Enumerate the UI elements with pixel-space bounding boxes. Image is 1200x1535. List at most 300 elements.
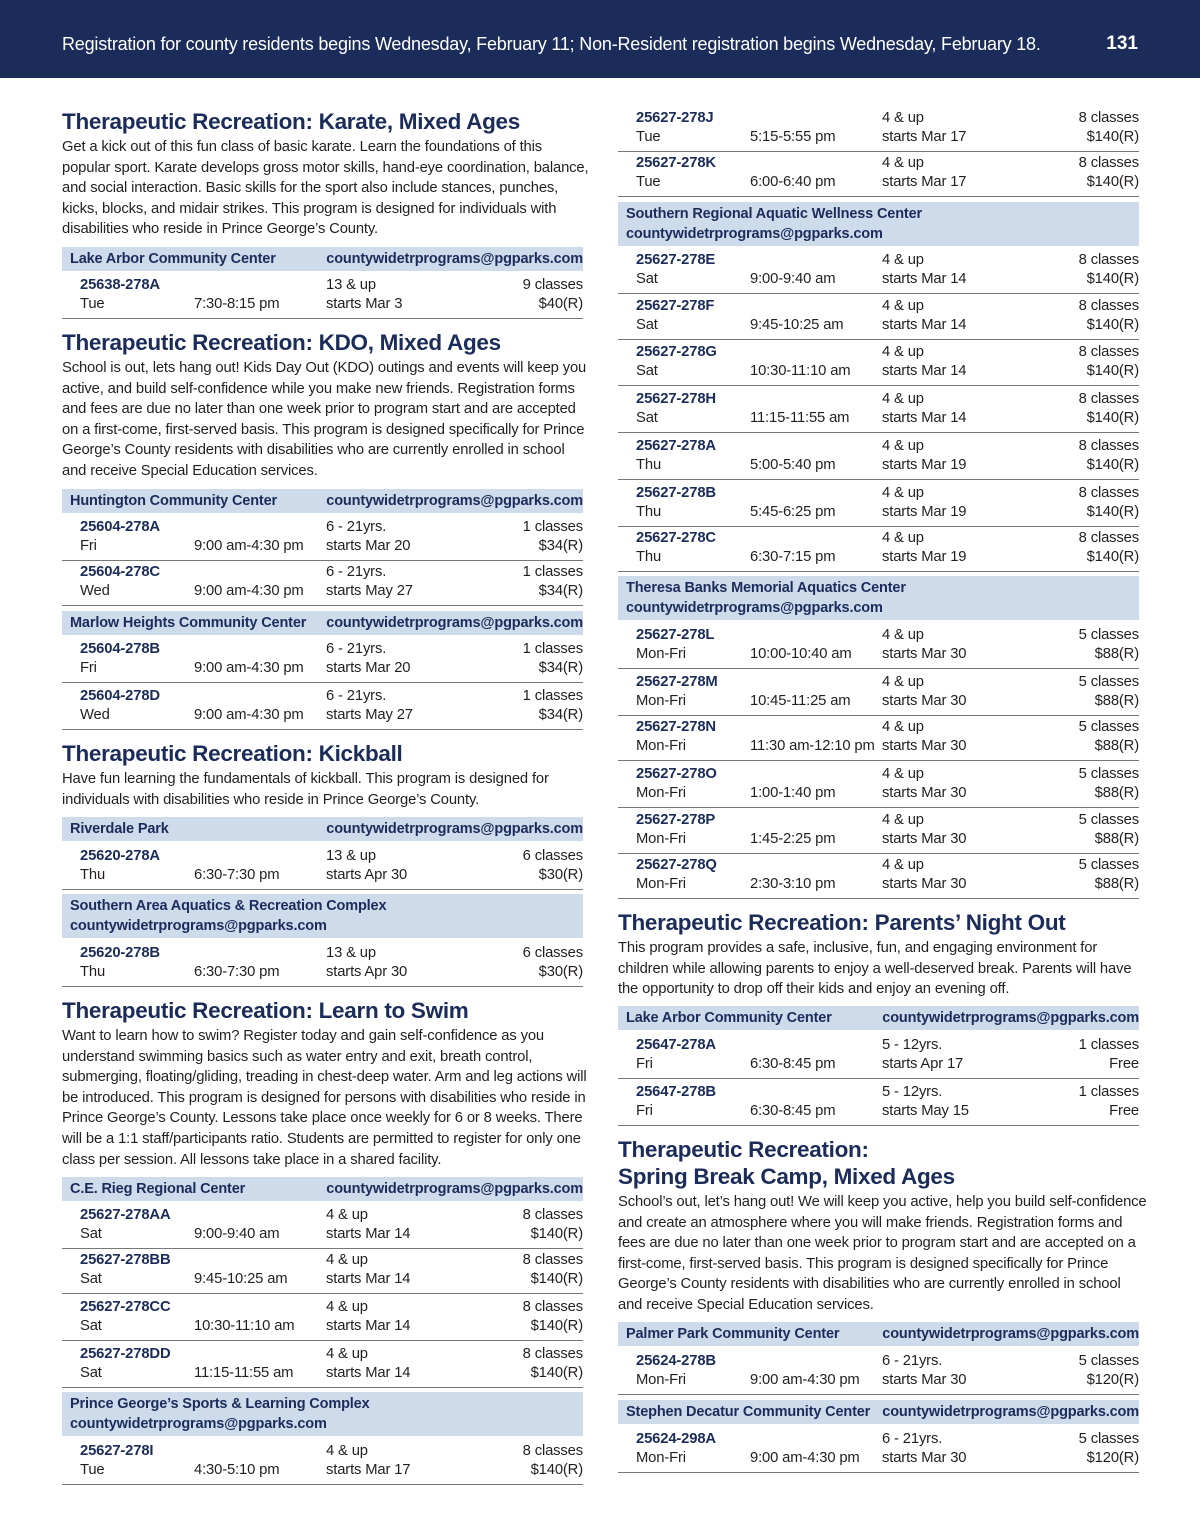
location-email-link[interactable]: countywidetrprograms@pgparks.com	[70, 918, 327, 934]
location-name: Stephen Decatur Community Center	[626, 1404, 871, 1420]
class-age: 4 & up	[882, 857, 924, 873]
class-age: 6 - 21yrs.	[326, 688, 387, 704]
class-day: Thu	[80, 867, 106, 883]
class-count: 5 classes	[1078, 1431, 1139, 1447]
class-code: 25620-278A	[80, 848, 160, 864]
class-time: 1:00-1:40 pm	[750, 785, 836, 801]
location-name: Riverdale Park	[70, 821, 169, 837]
class-row	[618, 526, 1139, 572]
section-title-learn-to-swim: Therapeutic Recreation: Learn to Swim	[62, 998, 469, 1023]
class-time: 9:45-10:25 am	[194, 1271, 288, 1287]
class-start: starts Mar 30	[882, 785, 967, 801]
class-fee: $140(R)	[1086, 410, 1139, 426]
class-start: starts Mar 19	[882, 457, 967, 473]
class-age: 4 & up	[882, 812, 924, 828]
class-count: 8 classes	[522, 1252, 583, 1268]
class-fee: $30(R)	[538, 964, 583, 980]
class-fee: $140(R)	[1086, 271, 1139, 287]
class-time: 9:00 am-4:30 pm	[194, 538, 304, 554]
class-age: 4 & up	[326, 1443, 368, 1459]
class-age: 6 - 21yrs.	[882, 1431, 943, 1447]
page-number: 131	[1106, 33, 1138, 54]
location-name: Prince George’s Sports & Learning Complex	[70, 1396, 370, 1412]
class-fee: $120(R)	[1086, 1450, 1139, 1466]
class-fee: $140(R)	[530, 1271, 583, 1287]
location-email-link[interactable]: countywidetrprograms@pgparks.com	[626, 600, 883, 616]
class-day: Thu	[636, 549, 662, 565]
section-title-karate: Therapeutic Recreation: Karate, Mixed Ages	[62, 109, 520, 134]
class-code: 25604-278C	[80, 564, 160, 580]
location-header	[62, 611, 583, 635]
class-fee: Free	[1109, 1103, 1139, 1119]
class-day: Fri	[80, 660, 97, 676]
class-count: 8 classes	[1078, 391, 1139, 407]
class-code: 25624-278B	[636, 1353, 716, 1369]
class-fee: $34(R)	[538, 538, 583, 554]
class-count: 1 classes	[1078, 1084, 1139, 1100]
class-count: 5 classes	[1078, 766, 1139, 782]
class-age: 5 - 12yrs.	[882, 1084, 943, 1100]
class-count: 8 classes	[1078, 252, 1139, 268]
class-row	[618, 248, 1139, 294]
class-start: starts Mar 14	[882, 363, 967, 379]
location-email-link[interactable]: countywidetrprograms@pgparks.com	[882, 1404, 1139, 1420]
class-count: 5 classes	[1078, 812, 1139, 828]
class-count: 5 classes	[1078, 857, 1139, 873]
class-code: 25624-298A	[636, 1431, 716, 1447]
location-name: Huntington Community Center	[70, 493, 277, 509]
class-age: 4 & up	[882, 674, 924, 690]
section-description-learn-to-swim: Want to learn how to swim? Register today and gain self-confidence as you understand swimming basics such as water entry and exit, breath control, submerging, floating/gliding, treading in chest-deep water. Arm and leg actions will be introduced. This program is designed for persons with disabilities who reside in Prince George’s County. Lessons take place once weekly for 6 or 8 weeks. There will be a 1:1 staff/participants ratio. Students are permitted to register for only one class per session. All lessons take place in a shared facility.	[62, 1028, 587, 1168]
class-start: starts Mar 14	[326, 1365, 411, 1381]
class-start: starts Mar 30	[882, 693, 967, 709]
class-time: 10:00-10:40 am	[750, 646, 852, 662]
class-row	[62, 1203, 583, 1249]
class-fee: $34(R)	[538, 707, 583, 723]
class-start: starts Apr 30	[326, 964, 408, 980]
location-header	[618, 1400, 1139, 1424]
class-code: 25627-278CC	[80, 1299, 171, 1315]
page-header-bar	[0, 0, 1200, 78]
class-start: starts Mar 30	[882, 876, 967, 892]
class-start: starts Mar 3	[326, 296, 403, 312]
class-start: starts Mar 30	[882, 1372, 967, 1388]
class-count: 8 classes	[522, 1443, 583, 1459]
class-day: Mon-Fri	[636, 1450, 686, 1466]
class-fee: $88(R)	[1094, 646, 1139, 662]
class-code: 25620-278B	[80, 945, 160, 961]
class-time: 9:45-10:25 am	[750, 317, 844, 333]
class-code: 25627-278N	[636, 719, 716, 735]
location-header	[618, 1006, 1139, 1030]
class-start: starts Mar 14	[882, 410, 967, 426]
class-row	[618, 481, 1139, 527]
class-day: Sat	[80, 1226, 102, 1242]
class-row	[62, 273, 583, 319]
class-day: Mon-Fri	[636, 785, 686, 801]
class-fee: $88(R)	[1094, 785, 1139, 801]
class-age: 4 & up	[326, 1252, 368, 1268]
class-day: Tue	[636, 129, 661, 145]
class-code: 25604-278A	[80, 519, 160, 535]
class-code: 25627-278G	[636, 344, 717, 360]
class-fee: $140(R)	[1086, 317, 1139, 333]
class-code: 25627-278A	[636, 438, 716, 454]
location-email-link[interactable]: countywidetrprograms@pgparks.com	[326, 493, 583, 509]
section-description-karate: Get a kick out of this fun class of basic karate. Learn the foundations of this popular sport. Karate develops gross motor skills, hand-eye coordination, balance, and social interaction. Basic skills for the sport also include stances, punches, kicks, blocks, and midair strikes. This program is designed for individuals with disabilities who reside in Prince George’s County.	[62, 139, 589, 238]
class-code: 25647-278A	[636, 1037, 716, 1053]
location-email-link[interactable]: countywidetrprograms@pgparks.com	[70, 1416, 327, 1432]
class-day: Wed	[80, 707, 110, 723]
location-name: Marlow Heights Community Center	[70, 615, 307, 631]
location-header	[618, 1322, 1139, 1346]
class-day: Mon-Fri	[636, 738, 686, 754]
class-row	[618, 434, 1139, 480]
class-count: 8 classes	[522, 1207, 583, 1223]
class-start: starts Mar 30	[882, 1450, 967, 1466]
class-time: 9:00 am-4:30 pm	[194, 660, 304, 676]
location-header	[618, 202, 1139, 246]
class-age: 6 - 21yrs.	[326, 641, 387, 657]
class-code: 25647-278B	[636, 1084, 716, 1100]
location-email-link[interactable]: countywidetrprograms@pgparks.com	[326, 1181, 583, 1197]
class-count: 8 classes	[1078, 344, 1139, 360]
class-time: 1:45-2:25 pm	[750, 831, 836, 847]
class-row	[618, 294, 1139, 340]
class-fee: $140(R)	[1086, 129, 1139, 145]
class-row	[62, 844, 583, 890]
class-time: 9:00 am-4:30 pm	[750, 1450, 860, 1466]
class-count: 8 classes	[1078, 110, 1139, 126]
class-row	[62, 637, 583, 683]
class-day: Mon-Fri	[636, 646, 686, 662]
class-row	[62, 1295, 583, 1341]
location-name: Lake Arbor Community Center	[626, 1010, 832, 1026]
class-time: 7:30-8:15 pm	[194, 296, 280, 312]
location-header	[62, 817, 583, 841]
class-age: 4 & up	[882, 298, 924, 314]
class-fee: $140(R)	[1086, 504, 1139, 520]
section-description-kdo: School is out, lets hang out! Kids Day Out (KDO) outings and events will keep you active, and build self-confidence while you make new friends. Registration forms and fees are due no later than one week prior to program start and are accepted on a first-come, first-served basis. This program is designed specifically for Prince George’s County residents with disabilities who are currently enrolled in school and receive Special Education services.	[62, 360, 587, 479]
class-row	[618, 715, 1139, 761]
class-time: 9:00 am-4:30 pm	[194, 707, 304, 723]
class-count: 1 classes	[522, 688, 583, 704]
class-time: 6:30-7:30 pm	[194, 964, 280, 980]
class-count: 8 classes	[1078, 298, 1139, 314]
class-fee: $88(R)	[1094, 693, 1139, 709]
class-fee: $40(R)	[538, 296, 583, 312]
class-day: Thu	[636, 504, 662, 520]
location-header	[62, 894, 583, 938]
class-row	[618, 1427, 1139, 1473]
class-day: Mon-Fri	[636, 876, 686, 892]
class-count: 8 classes	[522, 1346, 583, 1362]
class-row	[618, 387, 1139, 433]
class-age: 4 & up	[882, 719, 924, 735]
class-time: 5:45-6:25 pm	[750, 504, 836, 520]
location-name: Palmer Park Community Center	[626, 1326, 840, 1342]
class-time: 6:00-6:40 pm	[750, 174, 836, 190]
class-age: 6 - 21yrs.	[326, 519, 387, 535]
class-day: Sat	[636, 363, 658, 379]
location-name: C.E. Rieg Regional Center	[70, 1181, 246, 1197]
class-fee: $140(R)	[530, 1226, 583, 1242]
section-description-parents-night-out: This program provides a safe, inclusive, fun, and engaging environment for children while allowing parents to enjoy a well-deserved break. Parents will have the opportunity to drop off their kids and enjoy an evening off.	[618, 940, 1132, 998]
class-code: 25627-278B	[636, 485, 716, 501]
class-code: 25604-278B	[80, 641, 160, 657]
class-start: starts Mar 17	[882, 174, 967, 190]
class-code: 25627-278O	[636, 766, 717, 782]
class-code: 25627-278BB	[80, 1252, 171, 1268]
class-row	[62, 1439, 583, 1485]
class-start: starts Mar 30	[882, 646, 967, 662]
location-email-link[interactable]: countywidetrprograms@pgparks.com	[882, 1010, 1139, 1026]
class-row	[618, 1349, 1139, 1395]
section-title-kdo: Therapeutic Recreation: KDO, Mixed Ages	[62, 330, 501, 355]
class-age: 4 & up	[326, 1346, 368, 1362]
class-fee: $34(R)	[538, 660, 583, 676]
location-email-link[interactable]: countywidetrprograms@pgparks.com	[326, 821, 583, 837]
class-count: 5 classes	[1078, 627, 1139, 643]
class-day: Sat	[636, 317, 658, 333]
class-age: 13 & up	[326, 277, 376, 293]
class-code: 25627-278DD	[80, 1346, 171, 1362]
class-time: 9:00 am-4:30 pm	[194, 583, 304, 599]
location-name: Southern Regional Aquatic Wellness Center	[626, 206, 922, 222]
class-age: 4 & up	[882, 391, 924, 407]
location-header	[62, 1392, 583, 1436]
class-time: 11:30 am-12:10 pm	[750, 738, 875, 754]
class-time: 9:00-9:40 am	[194, 1226, 280, 1242]
class-age: 6 - 21yrs.	[882, 1353, 943, 1369]
class-time: 2:30-3:10 pm	[750, 876, 836, 892]
class-row	[62, 1342, 583, 1388]
location-header	[62, 247, 583, 271]
class-code: 25627-278E	[636, 252, 716, 268]
class-start: starts Mar 20	[326, 538, 411, 554]
class-age: 13 & up	[326, 848, 376, 864]
class-code: 25627-278AA	[80, 1207, 171, 1223]
class-count: 8 classes	[1078, 155, 1139, 171]
class-code: 25627-278C	[636, 530, 716, 546]
class-age: 4 & up	[882, 627, 924, 643]
class-start: starts May 27	[326, 583, 413, 599]
class-day: Mon-Fri	[636, 1372, 686, 1388]
class-count: 9 classes	[522, 277, 583, 293]
class-fee: $140(R)	[530, 1318, 583, 1334]
class-start: starts Mar 19	[882, 549, 967, 565]
class-age: 4 & up	[882, 530, 924, 546]
class-row	[618, 808, 1139, 854]
class-time: 9:00 am-4:30 pm	[750, 1372, 860, 1388]
class-day: Sat	[80, 1365, 102, 1381]
class-fee: $30(R)	[538, 867, 583, 883]
class-day: Mon-Fri	[636, 693, 686, 709]
class-age: 4 & up	[882, 252, 924, 268]
location-email-link[interactable]: countywidetrprograms@pgparks.com	[326, 615, 583, 631]
class-count: 8 classes	[1078, 530, 1139, 546]
class-row	[618, 1080, 1139, 1126]
class-time: 10:30-11:10 am	[194, 1318, 295, 1334]
section-description-kickball: Have fun learning the fundamentals of kickball. This program is designed for individuals with disabilities who reside in Prince George’s County.	[62, 771, 549, 808]
class-day: Sat	[80, 1271, 102, 1287]
class-count: 1 classes	[522, 564, 583, 580]
class-time: 6:30-7:30 pm	[194, 867, 280, 883]
class-row	[62, 941, 583, 987]
class-start: starts Mar 14	[882, 271, 967, 287]
class-age: 4 & up	[882, 110, 924, 126]
section-title-parents-night-out: Therapeutic Recreation: Parents’ Night Out	[618, 910, 1066, 935]
class-count: 1 classes	[1078, 1037, 1139, 1053]
location-name: Lake Arbor Community Center	[70, 251, 276, 267]
registration-banner: Registration for county residents begins Wednesday, February 11; Non-Resident registration begins Wednesday, February 18.	[62, 34, 1041, 54]
class-code: 25604-278D	[80, 688, 160, 704]
class-age: 4 & up	[882, 438, 924, 454]
class-day: Sat	[636, 271, 658, 287]
class-row	[62, 560, 583, 606]
class-fee: $88(R)	[1094, 876, 1139, 892]
class-time: 11:15-11:55 am	[194, 1365, 294, 1381]
location-name: Theresa Banks Memorial Aquatics Center	[626, 580, 906, 596]
class-row	[62, 1248, 583, 1294]
class-code: 25627-278L	[636, 627, 715, 643]
class-count: 5 classes	[1078, 674, 1139, 690]
location-header	[618, 576, 1139, 620]
class-fee: $140(R)	[530, 1462, 583, 1478]
class-age: 4 & up	[882, 155, 924, 171]
location-email-link[interactable]: countywidetrprograms@pgparks.com	[326, 251, 583, 267]
class-fee: $140(R)	[1086, 174, 1139, 190]
class-fee: $140(R)	[530, 1365, 583, 1381]
section-title-kickball: Therapeutic Recreation: Kickball	[62, 741, 403, 766]
class-day: Fri	[80, 538, 97, 554]
class-age: 4 & up	[326, 1299, 368, 1315]
class-code: 25627-278J	[636, 110, 714, 126]
class-start: starts Mar 14	[326, 1318, 411, 1334]
class-day: Thu	[636, 457, 662, 473]
class-row	[618, 340, 1139, 386]
class-fee: $88(R)	[1094, 738, 1139, 754]
class-fee: $140(R)	[1086, 457, 1139, 473]
section-title-spring-break-camp-line2: Spring Break Camp, Mixed Ages	[618, 1164, 955, 1189]
class-row	[618, 670, 1139, 716]
class-fee: $34(R)	[538, 583, 583, 599]
class-fee: Free	[1109, 1056, 1139, 1072]
class-start: starts Mar 17	[882, 129, 967, 145]
class-row	[618, 106, 1139, 152]
class-age: 4 & up	[882, 344, 924, 360]
class-day: Tue	[636, 174, 661, 190]
class-code: 25627-278Q	[636, 857, 717, 873]
class-start: starts Mar 19	[882, 504, 967, 520]
class-day: Wed	[80, 583, 110, 599]
class-count: 5 classes	[1078, 1353, 1139, 1369]
class-count: 8 classes	[1078, 438, 1139, 454]
class-count: 8 classes	[1078, 485, 1139, 501]
class-day: Fri	[636, 1103, 653, 1119]
class-start: starts May 15	[882, 1103, 969, 1119]
class-day: Tue	[80, 1462, 105, 1478]
location-email-link[interactable]: countywidetrprograms@pgparks.com	[626, 226, 883, 242]
class-count: 5 classes	[1078, 719, 1139, 735]
location-email-link[interactable]: countywidetrprograms@pgparks.com	[882, 1326, 1139, 1342]
class-time: 6:30-8:45 pm	[750, 1056, 836, 1072]
class-time: 6:30-8:45 pm	[750, 1103, 836, 1119]
class-code: 25627-278K	[636, 155, 716, 171]
class-age: 5 - 12yrs.	[882, 1037, 943, 1053]
class-start: starts May 27	[326, 707, 413, 723]
location-header	[62, 1177, 583, 1201]
class-start: starts Mar 20	[326, 660, 411, 676]
class-count: 1 classes	[522, 641, 583, 657]
class-start: starts Mar 30	[882, 738, 967, 754]
class-age: 6 - 21yrs.	[326, 564, 387, 580]
class-row	[618, 1033, 1139, 1079]
class-start: starts Mar 17	[326, 1462, 411, 1478]
class-code: 25627-278P	[636, 812, 716, 828]
class-age: 4 & up	[326, 1207, 368, 1223]
class-age: 4 & up	[882, 766, 924, 782]
class-count: 1 classes	[522, 519, 583, 535]
class-day: Sat	[636, 410, 658, 426]
class-code: 25627-278H	[636, 391, 716, 407]
class-start: starts Mar 14	[326, 1271, 411, 1287]
class-row	[618, 853, 1139, 899]
class-age: 4 & up	[882, 485, 924, 501]
class-day: Fri	[636, 1056, 653, 1072]
class-row	[618, 762, 1139, 808]
location-header	[62, 489, 583, 513]
class-count: 6 classes	[522, 945, 583, 961]
class-count: 8 classes	[522, 1299, 583, 1315]
class-row	[62, 684, 583, 730]
class-fee: $140(R)	[1086, 363, 1139, 379]
location-name: Southern Area Aquatics & Recreation Complex	[70, 898, 387, 914]
section-title-spring-break-camp-line1: Therapeutic Recreation:	[618, 1137, 869, 1162]
class-time: 10:45-11:25 am	[750, 693, 851, 709]
class-row	[618, 623, 1139, 669]
class-time: 9:00-9:40 am	[750, 271, 836, 287]
class-start: starts Mar 14	[882, 317, 967, 333]
class-day: Thu	[80, 964, 106, 980]
class-code: 25638-278A	[80, 277, 160, 293]
class-age: 13 & up	[326, 945, 376, 961]
class-fee: $88(R)	[1094, 831, 1139, 847]
class-count: 6 classes	[522, 848, 583, 864]
class-fee: $120(R)	[1086, 1372, 1139, 1388]
class-start: starts Mar 30	[882, 831, 967, 847]
class-code: 25627-278F	[636, 298, 715, 314]
class-start: starts Apr 30	[326, 867, 408, 883]
class-time: 5:00-5:40 pm	[750, 457, 836, 473]
section-description-spring-break-camp: School’s out, let’s hang out! We will keep you active, help you build self-confidence and create an atmosphere where you will make friends. Registration forms and fees are due no later than one week prior to program start and are accepted on a first-come, first-served basis. This program is designed specifically for Prince George’s County residents with disabilities who are currently enrolled in school and receive Special Education services.	[618, 1194, 1147, 1313]
class-day: Tue	[80, 296, 105, 312]
class-code: 25627-278I	[80, 1443, 154, 1459]
class-time: 10:30-11:10 am	[750, 363, 851, 379]
class-fee: $140(R)	[1086, 549, 1139, 565]
class-time: 4:30-5:10 pm	[194, 1462, 280, 1478]
class-row	[62, 515, 583, 561]
class-start: starts Apr 17	[882, 1056, 964, 1072]
class-code: 25627-278M	[636, 674, 718, 690]
class-time: 5:15-5:55 pm	[750, 129, 836, 145]
class-row	[618, 151, 1139, 197]
class-day: Mon-Fri	[636, 831, 686, 847]
class-time: 11:15-11:55 am	[750, 410, 850, 426]
class-time: 6:30-7:15 pm	[750, 549, 836, 565]
class-start: starts Mar 14	[326, 1226, 411, 1242]
class-day: Sat	[80, 1318, 102, 1334]
